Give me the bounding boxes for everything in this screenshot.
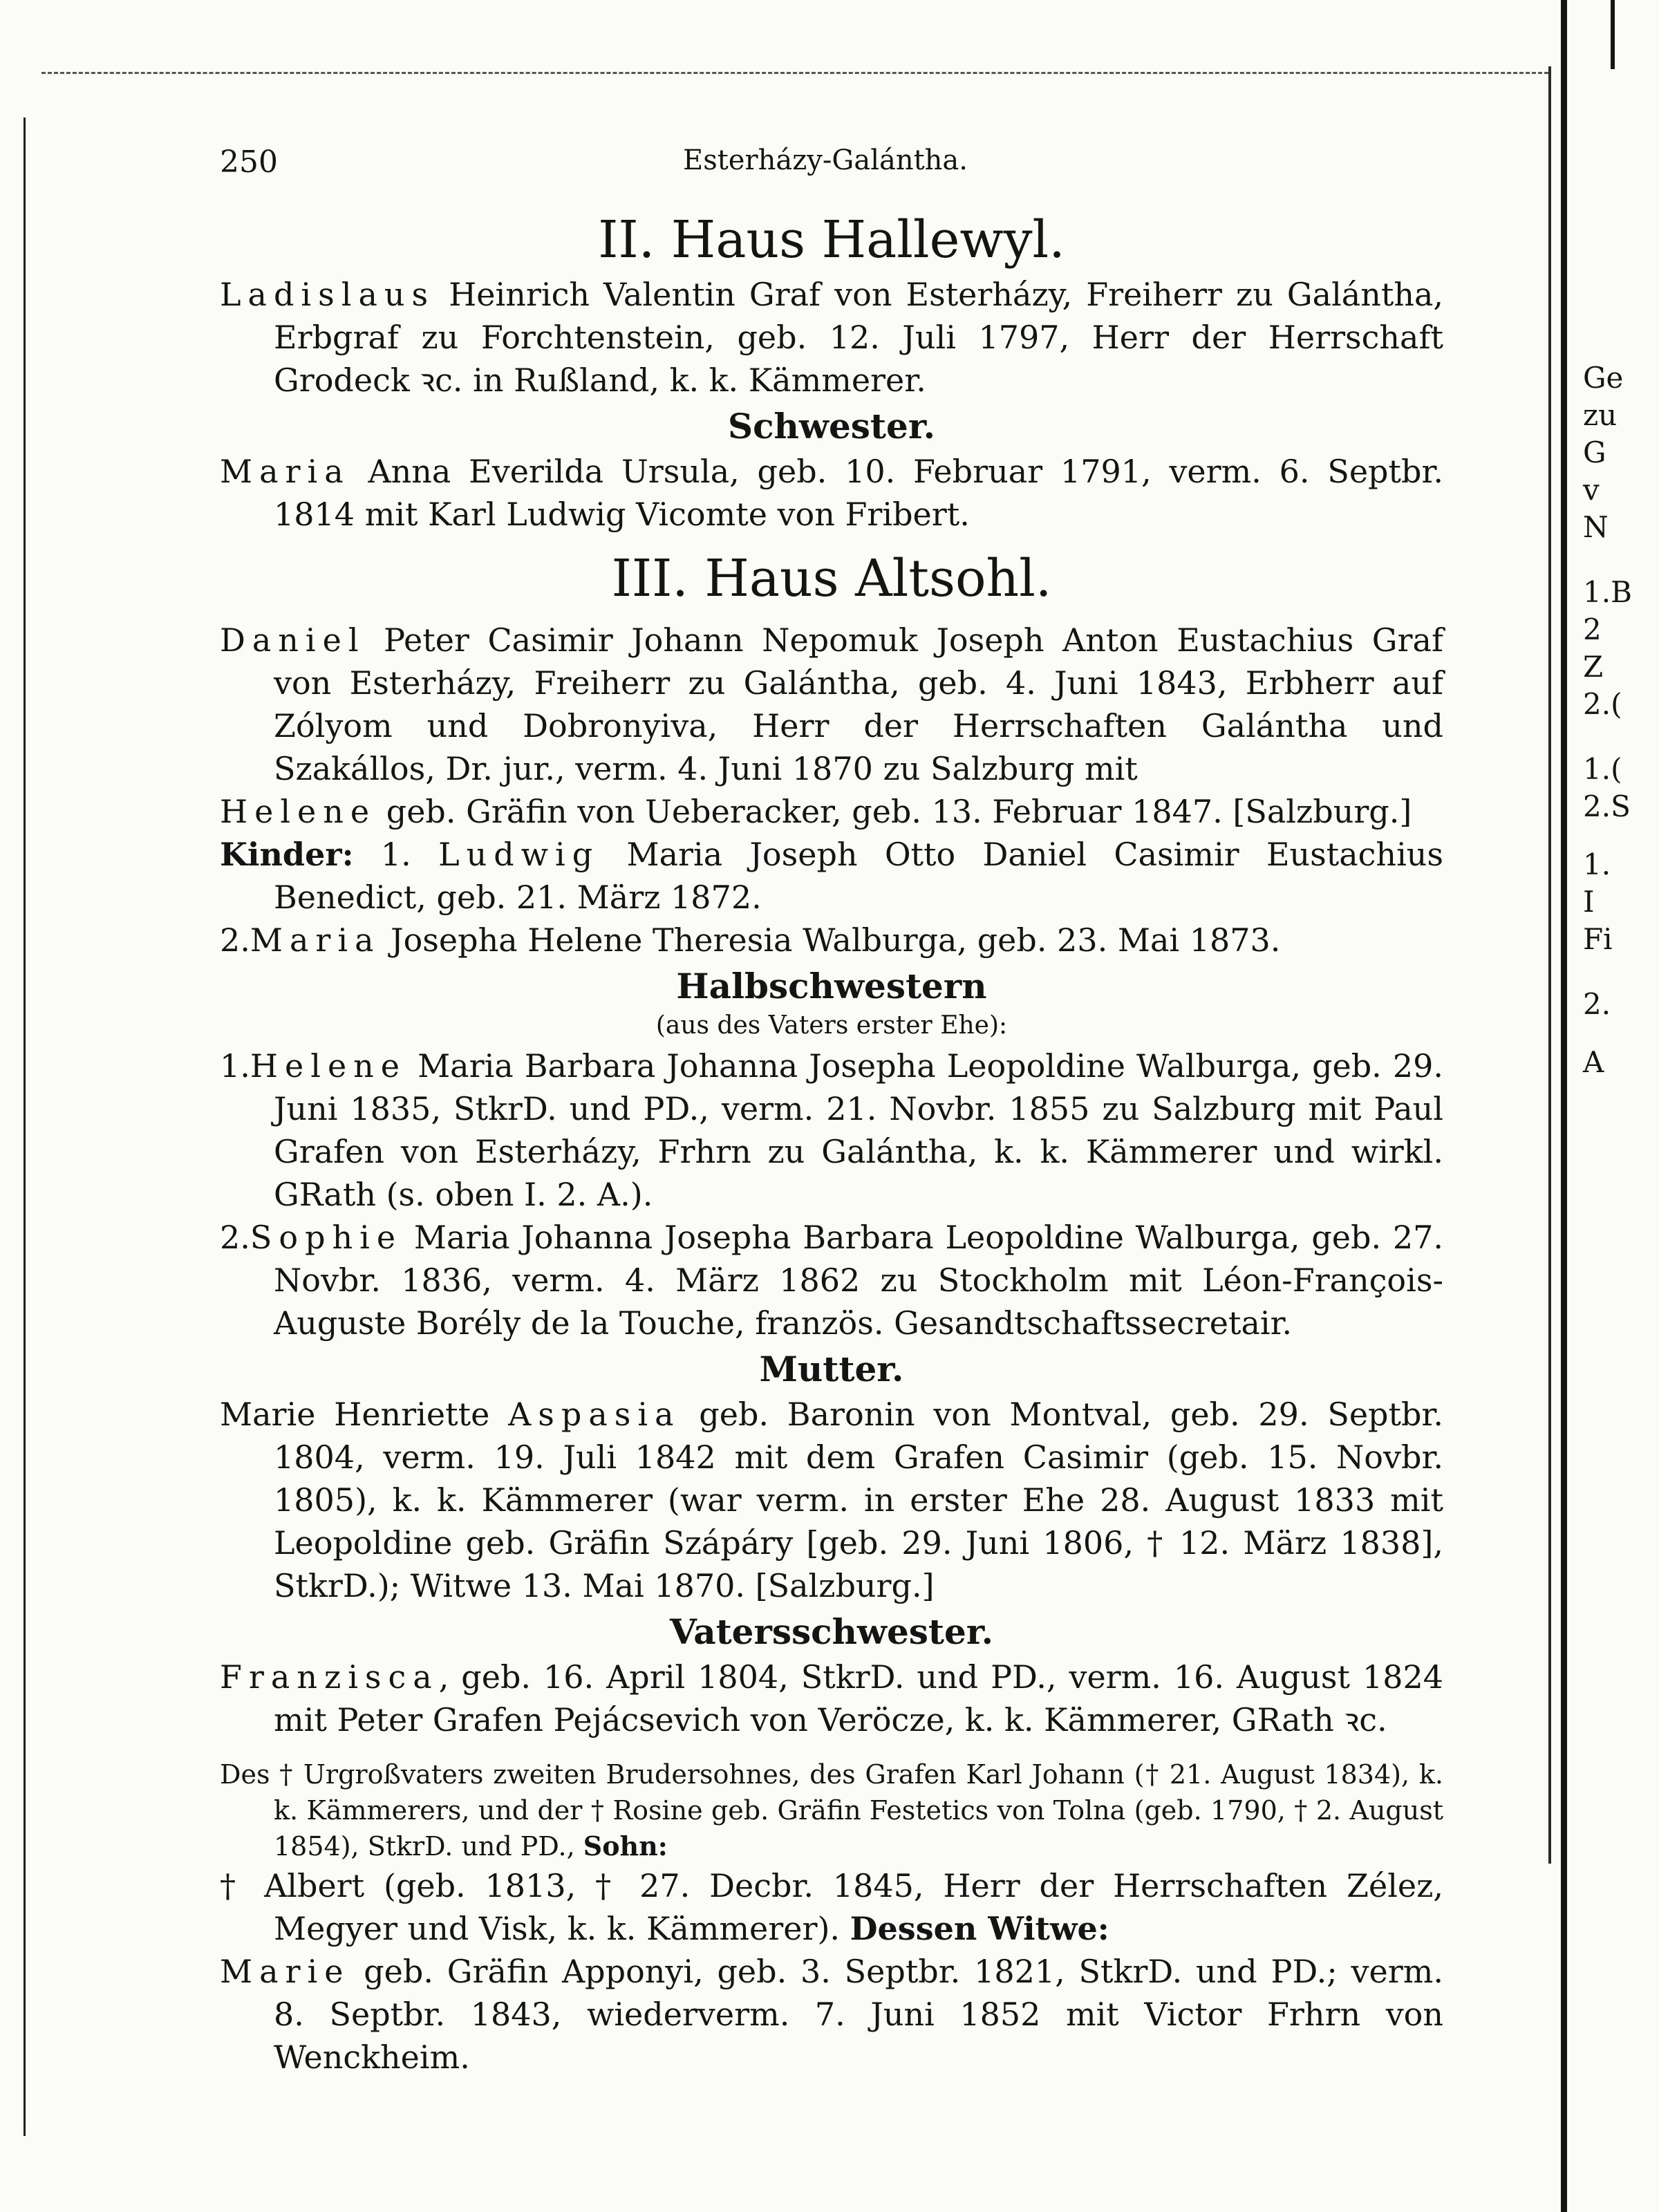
name-prefix: Marie Henriette	[220, 1396, 490, 1433]
adjacent-line: v	[1583, 473, 1600, 507]
entry-mother	[220, 1393, 1443, 1607]
child-number: 1.	[380, 836, 411, 873]
gutter-line	[1548, 66, 1551, 1864]
half-sisters-subheading: (aus des Vaters erster Ehe):	[655, 1011, 1008, 1040]
children-label: Kinder:	[220, 836, 354, 873]
person-name: Ludwig	[438, 836, 600, 873]
entry-text: Maria Barbara Johanna Josepha Leopoldine Walburga, geb. 29. Juni 1835, StkrD. und PD., verm. 21. Novbr. 1855 zu Salzburg mit Paul Grafen von Esterházy, Frhrn zu Galántha, k. k. Kämmerer und wirkl. GRath (s. oben I. 2. A.).	[274, 1047, 1443, 1213]
entry-text: † Albert (geb. 1813, † 27. Decbr. 1845, Herr der Herrschaften Zélez, Megyer und Visk, k. k. Kämmerer).	[220, 1867, 1443, 1947]
entry-text: Heinrich Valentin Graf von Esterházy, Freiherr zu Galántha, Erbgraf zu Forchtenstein, geb. 12. Juli 1797, Herr der Herrschaft Grodeck ꝛc. in Rußland, k. k. Kämmerer.	[274, 276, 1443, 399]
spine-corner	[1611, 0, 1615, 69]
aunt-heading: Vatersschwester.	[669, 1611, 994, 1652]
adjacent-line: Fi	[1583, 922, 1613, 956]
entry-half-helene	[220, 1044, 1443, 1216]
person-name: Maria	[220, 453, 350, 490]
entry-franzisca	[220, 1656, 1443, 1741]
entry-ladislaus	[220, 273, 1443, 402]
child-number: 2.	[220, 921, 250, 959]
book-spine	[1561, 0, 1567, 2212]
adjacent-line: 1.	[1583, 847, 1611, 881]
adjacent-line: zu	[1583, 398, 1618, 432]
entry-text: Peter Casimir Johann Nepomuk Joseph Anton Eustachius Graf von Esterházy, Freiherr zu Galántha, geb. 4. Juni 1843, Erbherr auf Zólyom und Dobronyiva, Herr der Herrschaften Galántha und Szakállos, Dr. jur., verm. 4. Juni 1870 zu Salzburg mit	[274, 621, 1443, 787]
running-title: Esterházy-Galántha.	[683, 144, 968, 176]
person-name: Ladislaus	[220, 276, 435, 313]
entry-collateral-intro	[220, 1756, 1443, 1864]
entry-text: geb. Gräfin von Ueberacker, geb. 13. Februar 1847. [Salzburg.]	[386, 793, 1412, 830]
entry-albert	[220, 1864, 1443, 1950]
entry-text: geb. Gräfin Apponyi, geb. 3. Septbr. 1821, StkrD. und PD.; verm. 8. Septbr. 1843, wiederverm. 7. Juni 1852 mit Victor Frhrn von Wenckheim.	[274, 1953, 1443, 2076]
adjacent-line: 2.S	[1583, 789, 1631, 823]
adjacent-line: G	[1583, 435, 1606, 469]
person-name: Maria	[250, 921, 381, 959]
entry-text: Anna Everilda Ursula, geb. 10. Februar 1791, verm. 6. Septbr. 1814 mit Karl Ludwig Vicomte von Fribert.	[274, 453, 1443, 533]
person-name: Helene	[220, 793, 377, 830]
adjacent-line: 2	[1583, 612, 1602, 646]
entry-half-sophie	[220, 1216, 1443, 1344]
entry-daniel	[220, 619, 1443, 790]
child-number: 2.	[220, 1219, 250, 1256]
person-name: Sophie	[250, 1219, 403, 1256]
half-sisters-heading: Halbschwestern	[676, 966, 987, 1006]
husband-name: Léon-François-Auguste Borély de la Touche,	[274, 1262, 1443, 1342]
son-label: Sohn:	[583, 1830, 668, 1862]
entry-text: geb. Baronin von Montval, geb. 29. Septbr. 1804, verm. 19. Juli 1842 mit dem Grafen Casimir (geb. 15. Novbr. 1805), k. k. Kämmerer (war verm. in erster Ehe 28. August 1833 mit Leopoldine geb. Gräfin Szápáry [geb. 29. Juni 1806, † 12. März 1838], StkrD.); Witwe 13. Mai 1870. [Salzburg.]	[274, 1396, 1443, 1604]
child-number: 1.	[220, 1047, 250, 1085]
person-name: Franzisca	[220, 1658, 439, 1696]
adjacent-line: A	[1583, 1045, 1604, 1079]
adjacent-line: 1.B	[1583, 575, 1632, 609]
mother-heading: Mutter.	[759, 1349, 904, 1389]
entry-text: , geb. 16. April 1804, StkrD. und PD., verm. 16. August 1824 mit Peter Grafen Pejácsevich von Veröcze, k. k. Kämmerer, GRath ꝛc.	[274, 1658, 1443, 1738]
page-header	[220, 135, 1443, 187]
adjacent-line: 2.(	[1583, 687, 1622, 721]
person-name: Marie	[220, 1953, 350, 1990]
adjacent-line: I	[1583, 885, 1595, 919]
entry-child-ludwig	[220, 833, 1443, 919]
entry-text: Josepha Helene Theresia Walburga, geb. 23. Mai 1873.	[391, 921, 1281, 959]
widow-label: Dessen Witwe:	[850, 1910, 1109, 1947]
adjacent-line: 1.(	[1583, 752, 1622, 786]
section-2-title: II. Haus Hallewyl.	[598, 210, 1065, 270]
sister-heading: Schwester.	[728, 406, 935, 447]
collateral-line	[220, 1756, 1443, 1864]
adjacent-line: N	[1583, 510, 1609, 544]
page-body	[220, 135, 1443, 2079]
left-page-edge	[24, 118, 26, 2136]
person-name: Aspasia	[508, 1396, 681, 1433]
adjacent-line: Z	[1583, 650, 1604, 684]
page-number: 250	[220, 144, 278, 180]
entry-text: Des † Urgroßvaters zweiten Brudersohnes, des Grafen Karl Johann († 21. August 1834), k. k. Kämmerers, und der † Rosine geb. Gräfin Festetics von Tolna (geb. 1790, † 2. August 1854), StkrD. und PD.,	[220, 1759, 1443, 1862]
entry-text: französ. Gesandtschaftssecretair.	[755, 1304, 1293, 1342]
person-name: Helene	[250, 1047, 407, 1085]
entry-maria-anna	[220, 450, 1443, 536]
entry-child-maria	[220, 919, 1443, 962]
section-3-title: III. Haus Altsohl.	[611, 549, 1052, 608]
adjacent-page-fragment	[1583, 359, 1659, 1081]
person-name: Daniel	[220, 621, 366, 659]
adjacent-line: 2.	[1583, 987, 1611, 1021]
entry-text: Maria Joseph Otto Daniel Casimir Eustachius Benedict, geb. 21. März 1872.	[274, 836, 1444, 916]
entry-marie-apponyi	[220, 1950, 1443, 2079]
adjacent-line: Ge	[1583, 361, 1624, 395]
page-top-edge	[41, 72, 1548, 74]
entry-helene-wife	[220, 790, 1443, 833]
entry-text: Maria Johanna Josepha Barbara Leopoldine Walburga, geb. 27. Novbr. 1836, verm. 4. März 1862 zu Stockholm mit	[274, 1219, 1443, 1299]
